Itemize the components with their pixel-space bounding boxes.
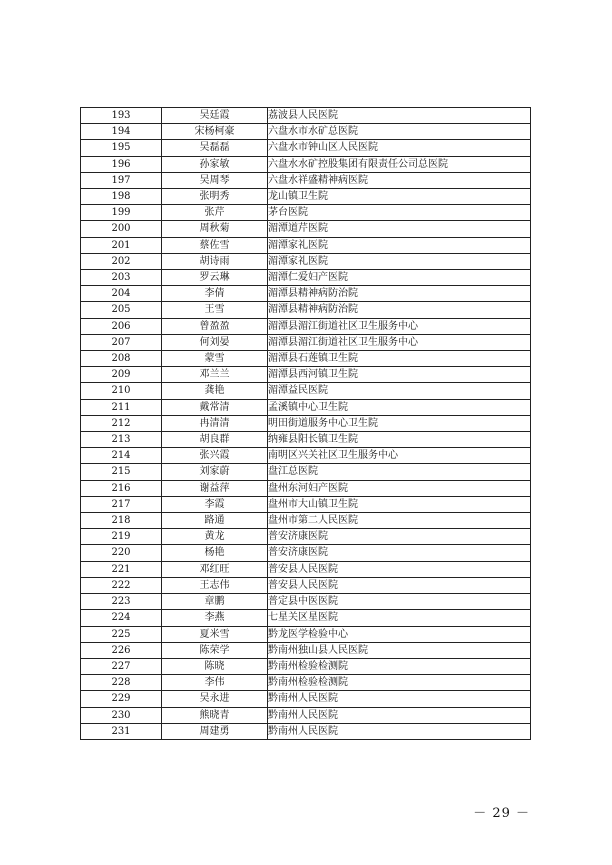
table-row <box>81 610 531 626</box>
unit-cell: 南明区兴关社区卫生服务中心 <box>268 448 531 464</box>
name-cell: 周秋菊 <box>162 221 268 237</box>
row-number-cell: 210 <box>81 383 162 399</box>
row-number-cell: 199 <box>81 205 162 221</box>
unit-cell: 湄潭县西河镇卫生院 <box>268 367 531 383</box>
row-number-cell: 223 <box>81 594 162 610</box>
table-row <box>81 594 531 610</box>
row-number-cell: 209 <box>81 367 162 383</box>
name-cell: 李伟 <box>162 675 268 691</box>
row-number-cell: 195 <box>81 140 162 156</box>
row-number-cell: 228 <box>81 675 162 691</box>
name-cell: 熊晓青 <box>162 707 268 723</box>
name-cell: 刘家蔚 <box>162 464 268 480</box>
name-cell: 胡良群 <box>162 432 268 448</box>
unit-cell: 纳雍县阳长镇卫生院 <box>268 432 531 448</box>
row-number-cell: 207 <box>81 334 162 350</box>
name-cell: 陈荣学 <box>162 642 268 658</box>
unit-cell: 湄潭县精神病防治院 <box>268 286 531 302</box>
table-row <box>81 496 531 512</box>
name-cell: 章鹏 <box>162 594 268 610</box>
name-cell: 宋杨柯豪 <box>162 124 268 140</box>
name-cell: 何刘晏 <box>162 334 268 350</box>
row-number-cell: 194 <box>81 124 162 140</box>
table-row <box>81 286 531 302</box>
row-number-cell: 224 <box>81 610 162 626</box>
name-cell: 罗云琳 <box>162 270 268 286</box>
name-cell: 吴周琴 <box>162 172 268 188</box>
row-number-cell: 220 <box>81 545 162 561</box>
roster-table <box>80 107 531 740</box>
unit-cell: 湄潭县湄江街道社区卫生服务中心 <box>268 334 531 350</box>
row-number-cell: 215 <box>81 464 162 480</box>
unit-cell: 盘州东河妇产医院 <box>268 480 531 496</box>
row-number-cell: 193 <box>81 108 162 124</box>
table-row <box>81 642 531 658</box>
name-cell: 张芹 <box>162 205 268 221</box>
name-cell: 孙家敏 <box>162 156 268 172</box>
name-cell: 蔡佐雪 <box>162 237 268 253</box>
row-number-cell: 225 <box>81 626 162 642</box>
table-row <box>81 432 531 448</box>
table-row <box>81 302 531 318</box>
unit-cell: 黔龙医学检验中心 <box>268 626 531 642</box>
unit-cell: 盘州市大山镇卫生院 <box>268 496 531 512</box>
name-cell: 杨艳 <box>162 545 268 561</box>
table-row <box>81 399 531 415</box>
table-row <box>81 513 531 529</box>
table-row <box>81 124 531 140</box>
unit-cell: 湄潭仁爱妇产医院 <box>268 270 531 286</box>
roster-table-body <box>81 108 531 740</box>
row-number-cell: 214 <box>81 448 162 464</box>
row-number-cell: 203 <box>81 270 162 286</box>
unit-cell: 盘江总医院 <box>268 464 531 480</box>
unit-cell: 湄潭县湄江街道社区卫生服务中心 <box>268 318 531 334</box>
unit-cell: 荔波县人民医院 <box>268 108 531 124</box>
table-row <box>81 658 531 674</box>
table-row <box>81 237 531 253</box>
unit-cell: 六盘水祥盛精神病医院 <box>268 172 531 188</box>
table-row <box>81 529 531 545</box>
table-row <box>81 318 531 334</box>
table-row <box>81 691 531 707</box>
row-number-cell: 201 <box>81 237 162 253</box>
unit-cell: 黔南州人民医院 <box>268 707 531 723</box>
unit-cell: 黔南州检验检测院 <box>268 675 531 691</box>
name-cell: 冉清清 <box>162 415 268 431</box>
name-cell: 邓兰兰 <box>162 367 268 383</box>
table-row <box>81 156 531 172</box>
unit-cell: 湄潭县精神病防治院 <box>268 302 531 318</box>
row-number-cell: 229 <box>81 691 162 707</box>
table-row <box>81 172 531 188</box>
row-number-cell: 216 <box>81 480 162 496</box>
row-number-cell: 202 <box>81 253 162 269</box>
row-number-cell: 218 <box>81 513 162 529</box>
table-row <box>81 140 531 156</box>
name-cell: 曾盈盈 <box>162 318 268 334</box>
row-number-cell: 212 <box>81 415 162 431</box>
table-row <box>81 464 531 480</box>
table-row <box>81 723 531 739</box>
unit-cell: 黔南州检验检测院 <box>268 658 531 674</box>
unit-cell: 普安济康医院 <box>268 529 531 545</box>
table-row <box>81 351 531 367</box>
table-row <box>81 189 531 205</box>
table-row <box>81 707 531 723</box>
name-cell: 李燕 <box>162 610 268 626</box>
name-cell: 邓红旺 <box>162 561 268 577</box>
name-cell: 路通 <box>162 513 268 529</box>
name-cell: 李霞 <box>162 496 268 512</box>
row-number-cell: 222 <box>81 577 162 593</box>
table-row <box>81 415 531 431</box>
table-row <box>81 108 531 124</box>
unit-cell: 茅台医院 <box>268 205 531 221</box>
unit-cell: 盘州市第二人民医院 <box>268 513 531 529</box>
table-row <box>81 561 531 577</box>
unit-cell: 普安济康医院 <box>268 545 531 561</box>
row-number-cell: 227 <box>81 658 162 674</box>
table-row <box>81 253 531 269</box>
unit-cell: 黔南州人民医院 <box>268 723 531 739</box>
row-number-cell: 230 <box>81 707 162 723</box>
row-number-cell: 221 <box>81 561 162 577</box>
table-row <box>81 383 531 399</box>
name-cell: 吴磊磊 <box>162 140 268 156</box>
unit-cell: 龙山镇卫生院 <box>268 189 531 205</box>
row-number-cell: 211 <box>81 399 162 415</box>
unit-cell: 明田街道服务中心卫生院 <box>268 415 531 431</box>
unit-cell: 湄潭益民医院 <box>268 383 531 399</box>
name-cell: 张明秀 <box>162 189 268 205</box>
name-cell: 陈晓 <box>162 658 268 674</box>
table-row <box>81 448 531 464</box>
table-row <box>81 367 531 383</box>
unit-cell: 黔南州独山县人民医院 <box>268 642 531 658</box>
table-row <box>81 334 531 350</box>
name-cell: 王雪 <box>162 302 268 318</box>
unit-cell: 黔南州人民医院 <box>268 691 531 707</box>
unit-cell: 湄潭家礼医院 <box>268 253 531 269</box>
page-number: － 29 － <box>473 806 530 821</box>
unit-cell: 普安县人民医院 <box>268 577 531 593</box>
table-row <box>81 270 531 286</box>
unit-cell: 湄潭县石莲镇卫生院 <box>268 351 531 367</box>
row-number-cell: 206 <box>81 318 162 334</box>
name-cell: 蒙雪 <box>162 351 268 367</box>
unit-cell: 孟溪镇中心卫生院 <box>268 399 531 415</box>
unit-cell: 七星关区星医院 <box>268 610 531 626</box>
row-number-cell: 196 <box>81 156 162 172</box>
table-row <box>81 577 531 593</box>
name-cell: 王志伟 <box>162 577 268 593</box>
name-cell: 李倩 <box>162 286 268 302</box>
name-cell: 夏米雪 <box>162 626 268 642</box>
table-row <box>81 205 531 221</box>
unit-cell: 湄潭道芹医院 <box>268 221 531 237</box>
row-number-cell: 205 <box>81 302 162 318</box>
table-row <box>81 675 531 691</box>
unit-cell: 湄潭家礼医院 <box>268 237 531 253</box>
name-cell: 戴常清 <box>162 399 268 415</box>
row-number-cell: 231 <box>81 723 162 739</box>
name-cell: 龚艳 <box>162 383 268 399</box>
unit-cell: 普定县中医医院 <box>268 594 531 610</box>
row-number-cell: 226 <box>81 642 162 658</box>
name-cell: 谢益萍 <box>162 480 268 496</box>
name-cell: 吴廷霞 <box>162 108 268 124</box>
row-number-cell: 197 <box>81 172 162 188</box>
row-number-cell: 213 <box>81 432 162 448</box>
row-number-cell: 198 <box>81 189 162 205</box>
table-row <box>81 626 531 642</box>
unit-cell: 六盘水市钟山区人民医院 <box>268 140 531 156</box>
table-row <box>81 480 531 496</box>
unit-cell: 六盘水水矿控股集团有限责任公司总医院 <box>268 156 531 172</box>
name-cell: 吴永进 <box>162 691 268 707</box>
unit-cell: 普安县人民医院 <box>268 561 531 577</box>
row-number-cell: 217 <box>81 496 162 512</box>
name-cell: 胡诗雨 <box>162 253 268 269</box>
unit-cell: 六盘水市水矿总医院 <box>268 124 531 140</box>
name-cell: 周建勇 <box>162 723 268 739</box>
table-row <box>81 545 531 561</box>
name-cell: 黄龙 <box>162 529 268 545</box>
row-number-cell: 219 <box>81 529 162 545</box>
row-number-cell: 200 <box>81 221 162 237</box>
row-number-cell: 204 <box>81 286 162 302</box>
table-row <box>81 221 531 237</box>
name-cell: 张兴霞 <box>162 448 268 464</box>
row-number-cell: 208 <box>81 351 162 367</box>
